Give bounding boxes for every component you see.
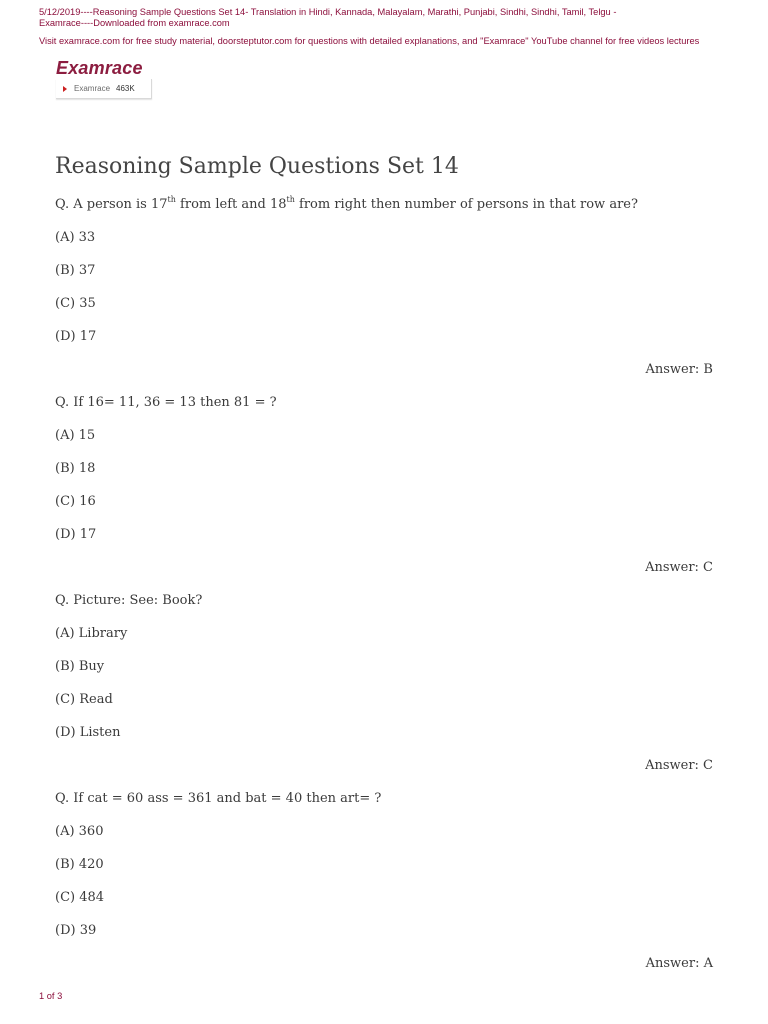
page-title: Reasoning Sample Questions Set 14 [55,154,459,179]
youtube-subscribe-badge[interactable] [56,79,152,99]
question-3 [55,584,713,782]
option-a: (A) 360 [55,824,104,839]
question-2 [55,386,713,584]
option-b: (B) Buy [55,659,105,674]
option-c: (C) 16 [55,494,96,509]
page-number: 1 of 3 [39,991,63,1001]
question-1 [55,188,713,386]
option-d: (D) 39 [55,923,97,938]
answer: Answer: A [645,956,713,971]
question-4 [55,782,713,980]
option-d: (D) Listen [55,725,121,740]
youtube-channel-name: Examrace [74,84,111,93]
option-b: (B) 420 [55,857,104,872]
option-a: (A) 33 [55,230,96,245]
option-b: (B) 37 [55,263,96,278]
header-title-line [39,7,719,29]
article-content [55,150,713,980]
examrace-logo[interactable]: Examrace [56,58,143,78]
option-d: (D) 17 [55,527,97,542]
question-text: Q. A person is 17th from left and 18th from right then number of persons in that row are? [55,194,638,212]
header-promo: Visit examrace.com for free study material, doorsteptutor.com for questions with detailed explanations, and "Examrace" YouTube channel for free videos lectures [39,36,700,46]
option-c: (C) Read [55,692,113,707]
answer: Answer: C [645,758,713,773]
header-title: 5/12/2019----Reasoning Sample Questions Set 14- Translation in Hindi, Kannada, Malayalam, Marathi, Punjabi, Sindhi, Sindhi, Tamil, Telgu - [39,7,617,17]
print-header [39,7,719,47]
option-c: (C) 484 [55,890,105,905]
question-text: Q. Picture: See: Book? [55,593,203,608]
answer: Answer: B [645,362,713,377]
question-text: Q. If cat = 60 ass = 361 and bat = 40 then art= ? [55,791,382,806]
option-d: (D) 17 [55,329,97,344]
option-c: (C) 35 [55,296,96,311]
youtube-subscriber-count: 463K [116,84,135,93]
question-text: Q. If 16= 11, 36 = 13 then 81 = ? [55,395,277,410]
youtube-play-icon [63,86,67,92]
answer: Answer: C [645,560,713,575]
header-source: Examrace----Downloaded from examrace.com [39,18,230,28]
option-a: (A) Library [55,626,128,641]
option-a: (A) 15 [55,428,96,443]
option-b: (B) 18 [55,461,96,476]
